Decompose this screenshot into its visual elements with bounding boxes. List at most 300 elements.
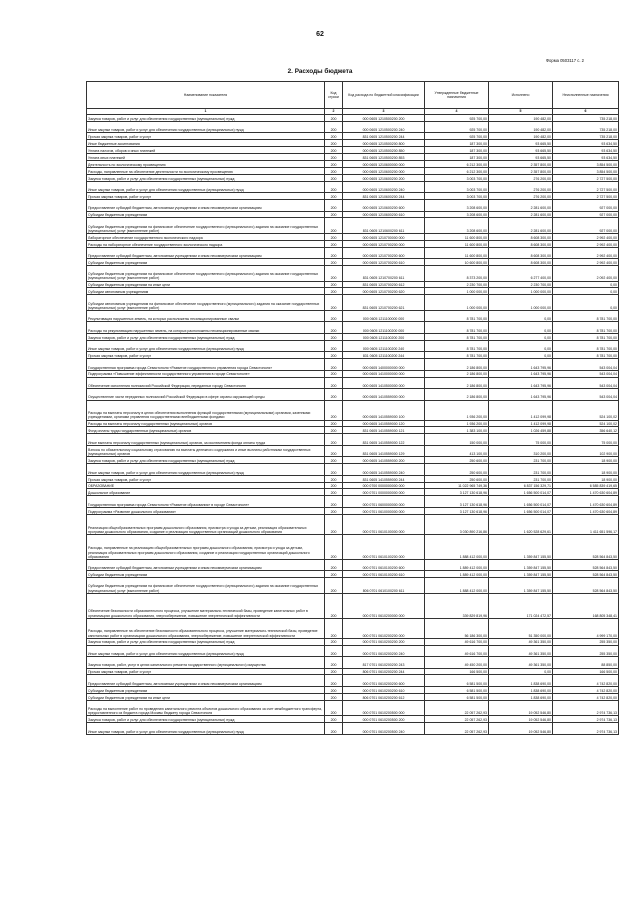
row-executed: 1 656 500 014,07	[489, 489, 553, 496]
row-approved: 8 781 700,00	[425, 340, 489, 352]
row-budget-code: 000 0701 0610100200 600	[343, 559, 425, 571]
row-unexecuted: 2 992 400,00	[553, 240, 619, 247]
row-code: 200	[325, 121, 343, 133]
row-executed: 1 643 795,96	[489, 370, 553, 377]
row-unexecuted: 0,00	[553, 288, 619, 295]
row-budget-code: 000 0701 0610200200 610	[343, 686, 425, 693]
row-approved: 3 127 130 618,96	[425, 496, 489, 508]
table-row	[87, 686, 619, 693]
table-row	[87, 645, 619, 657]
row-name: Предоставление субсидий бюджетным, автономным учреждениям и иным некоммерческим организациям	[87, 559, 325, 571]
row-unexecuted: 8 781 700,00	[553, 310, 619, 322]
row-name: Закупка товаров, работ и услуг для обеспечения государственных (муниципальных) нужд	[87, 716, 325, 723]
row-unexecuted: 4 742 820,00	[553, 693, 619, 700]
table-row	[87, 377, 619, 389]
row-name: Прочая закупка товаров, работ и услуг	[87, 133, 325, 140]
row-unexecuted: 543 004,04	[553, 359, 619, 371]
row-unexecuted: 18 900,00	[553, 464, 619, 476]
row-executed: 8 608 300,00	[489, 240, 553, 247]
form-code: Форма 0503117 с. 2	[545, 58, 584, 63]
row-name: Закупка товаров, работ и услуг для обеспечения государственных (муниципальных) нужд	[87, 333, 325, 340]
row-code: 200	[325, 618, 343, 638]
row-unexecuted: 1 411 651 596,17	[553, 514, 619, 534]
row-approved: 925 700,00	[425, 121, 489, 133]
row-name: Субсидии бюджетным учреждениям на финансовое обеспечение государственного (муниципального) задания на оказание государственных (муниципальных) услуг (выполнение работ)	[87, 218, 325, 234]
row-code: 200	[325, 571, 343, 578]
row-approved: 8 781 700,00	[425, 352, 489, 359]
row-budget-code: 831 0605 1410559000 122	[343, 434, 425, 446]
row-approved: 10 600 800,00	[425, 259, 489, 266]
column-number: 3	[343, 109, 425, 115]
row-approved: 3 208 600,00	[425, 218, 489, 234]
row-code: 200	[325, 445, 343, 457]
row-unexecuted: 543 004,04	[553, 370, 619, 377]
row-executed: 1 359 847 155,50	[489, 559, 553, 571]
row-approved: 11 600 800,00	[425, 240, 489, 247]
row-code: 200	[325, 427, 343, 434]
row-executed: 8 608 300,00	[489, 259, 553, 266]
table-row	[87, 310, 619, 322]
row-code: 200	[325, 668, 343, 675]
row-code: 200	[325, 686, 343, 693]
row-code: 200	[325, 464, 343, 476]
row-executed: 6 837 156 329,71	[489, 482, 553, 489]
row-unexecuted: 735 218,00	[553, 121, 619, 133]
row-code: 200	[325, 578, 343, 594]
row-name: Предоставление субсидий бюджетным, автономным учреждениям и иным некоммерческим организациям	[87, 200, 325, 212]
row-name: Деятельность по экологическому просвещению	[87, 160, 325, 167]
row-code: 200	[325, 675, 343, 687]
row-approved: 166 500,00	[425, 668, 489, 675]
row-unexecuted: 528 564 843,50	[553, 571, 619, 578]
table-row	[87, 593, 619, 618]
row-name: Закупка товаров, работ и услуг для обеспечения государственных (муниципальных) нужд	[87, 457, 325, 464]
row-approved: 3 003 700,00	[425, 181, 489, 193]
row-unexecuted: 2 992 400,00	[553, 233, 619, 240]
table-row	[87, 389, 619, 401]
row-code: 200	[325, 370, 343, 377]
row-budget-code: 000 0701 0610200200 200	[343, 638, 425, 645]
table-row	[87, 657, 619, 669]
table-row	[87, 370, 619, 377]
row-unexecuted: 93 634,50	[553, 147, 619, 154]
row-executed: 2 281 600,00	[489, 218, 553, 234]
row-approved: 11 600 800,00	[425, 233, 489, 240]
row-executed: 276 200,00	[489, 174, 553, 181]
row-executed: 1 359 847 155,50	[489, 578, 553, 594]
table-row	[87, 193, 619, 200]
row-name: Государственная программа города Севастополя «Развитие образования» в городе Севастополе»	[87, 496, 325, 508]
row-unexecuted: 1 470 630 604,89	[553, 496, 619, 508]
row-executed: 1 359 847 155,50	[489, 571, 553, 578]
row-unexecuted: 3 854 500,00	[553, 160, 619, 167]
row-executed: 93 665,50	[489, 147, 553, 154]
row-approved: 1 889 412 000,00	[425, 571, 489, 578]
table-row	[87, 115, 619, 122]
row-unexecuted: 528 564 843,50	[553, 559, 619, 571]
row-approved: 3 208 600,00	[425, 200, 489, 212]
row-code: 200	[325, 377, 343, 389]
row-unexecuted: 8 781 700,00	[553, 322, 619, 334]
table-row	[87, 167, 619, 174]
row-unexecuted: 1 470 630 604,89	[553, 489, 619, 496]
row-budget-code: 817 0701 0610200200 243	[343, 657, 425, 669]
row-name: Субсидии бюджетным учреждениям	[87, 686, 325, 693]
row-unexecuted: 8 781 700,00	[553, 340, 619, 352]
row-unexecuted: 4 999 170,00	[553, 618, 619, 638]
row-approved: 187 300,00	[425, 140, 489, 147]
row-code: 200	[325, 559, 343, 571]
row-unexecuted: 18 900,00	[553, 457, 619, 464]
table-row	[87, 693, 619, 700]
row-name: Обеспечение безопасности образовательного процесса, улучшение материально-технической базы, проведение капитальных работ в организациях дошкольного образования, энергосбережение, повышение энергетической эффективности	[87, 593, 325, 618]
row-name: Субсидии бюджетным учреждениям	[87, 211, 325, 218]
column-number: 2	[325, 109, 343, 115]
row-budget-code: 806 0701 0610200200 612	[343, 693, 425, 700]
table-row	[87, 618, 619, 638]
row-executed: 190 482,00	[489, 115, 553, 122]
row-approved: 2 186 800,00	[425, 389, 489, 401]
table-row	[87, 240, 619, 247]
row-unexecuted: 3 854 500,00	[553, 167, 619, 174]
table-row	[87, 464, 619, 476]
row-approved: 1 936 200,00	[425, 400, 489, 420]
row-unexecuted: 528 564 843,50	[553, 578, 619, 594]
row-executed: 2 357 800,00	[489, 160, 553, 167]
table-row	[87, 571, 619, 578]
table-row	[87, 259, 619, 266]
row-unexecuted: 735 218,00	[553, 133, 619, 140]
row-executed: 0,00	[489, 352, 553, 359]
row-budget-code: 000 0605 1410559000 100	[343, 400, 425, 420]
row-code: 200	[325, 174, 343, 181]
row-budget-code: 000 0605 1210500200 800	[343, 140, 425, 147]
table-row	[87, 668, 619, 675]
row-unexecuted: 4 742 820,00	[553, 686, 619, 693]
row-unexecuted: 2 974 736,13	[553, 716, 619, 723]
row-code: 200	[325, 359, 343, 371]
row-unexecuted: 528 564 843,50	[553, 534, 619, 559]
row-code: 200	[325, 638, 343, 645]
row-budget-code: 000 0701 0610200500 240	[343, 723, 425, 735]
header-approved: Утвержденные бюджетные назначения	[425, 82, 489, 109]
row-code: 200	[325, 160, 343, 167]
row-name: Государственная программа города Севастополя «Развитие государственного управления города Севастополя»	[87, 359, 325, 371]
row-name: Расходы на выплаты персоналу государственных (муниципальных) органов	[87, 420, 325, 427]
row-name: Иные закупки товаров, работ и услуг для обеспечения государственных (муниципальных) нужд	[87, 181, 325, 193]
row-code: 200	[325, 400, 343, 420]
row-unexecuted: 927 000,00	[553, 211, 619, 218]
row-code: 200	[325, 140, 343, 147]
row-approved: 8 781 700,00	[425, 310, 489, 322]
row-unexecuted: 102 900,00	[553, 445, 619, 457]
row-code: 200	[325, 333, 343, 340]
row-executed: 49 361 350,00	[489, 657, 553, 669]
row-code: 200	[325, 115, 343, 122]
row-executed: 1 000 000,00	[489, 295, 553, 311]
row-name: Реализация общеобразовательных программ дошкольного образования, присмотра и ухода за детьми, реализация образовательных программ дошкольного образования, создание и реализация государственных организаций дошкольного образования	[87, 514, 325, 534]
column-number: 6	[553, 109, 619, 115]
row-budget-code: 000 0701 0610100000 000	[343, 514, 425, 534]
row-executed: 0,00	[489, 310, 553, 322]
row-approved: 250 600,00	[425, 457, 489, 464]
row-code: 200	[325, 723, 343, 735]
column-number: 5	[489, 109, 553, 115]
row-executed: 6 277 400,00	[489, 266, 553, 282]
row-budget-code: 000 0701 0610000000 000	[343, 507, 425, 514]
row-approved: 49 616 700,00	[425, 645, 489, 657]
row-name: Субсидии автономным учреждениям на финансовое обеспечение государственного (муниципального) задания на оказание государственных (муниципальных) услуг (выполнение работ)	[87, 295, 325, 311]
row-approved: 925 700,00	[425, 133, 489, 140]
row-unexecuted: 0,00	[553, 281, 619, 288]
row-budget-code: 831 0605 1210500200 853	[343, 154, 425, 161]
row-executed: 276 200,00	[489, 193, 553, 200]
row-budget-code: 831 0605 1210700200 612	[343, 281, 425, 288]
row-approved: 2 186 800,00	[425, 359, 489, 371]
table-row	[87, 181, 619, 193]
row-code: 200	[325, 489, 343, 496]
row-name: Субсидии бюджетным учреждениям на иные цели	[87, 281, 325, 288]
row-approved: 3 208 600,00	[425, 211, 489, 218]
row-budget-code: 000 0605 1210700200 610	[343, 259, 425, 266]
row-approved: 2 186 800,00	[425, 377, 489, 389]
table-row	[87, 340, 619, 352]
row-approved: 49 450 200,00	[425, 657, 489, 669]
row-executed: 1 026 459,88	[489, 427, 553, 434]
row-code: 200	[325, 200, 343, 212]
row-name: Осуществление части переданных полномочий Российской Федерации в сфере охраны окружающей среды	[87, 389, 325, 401]
table-row	[87, 559, 619, 571]
row-approved: 1 888 412 000,00	[425, 578, 489, 594]
row-approved: 6 581 500,00	[425, 686, 489, 693]
row-name: Предоставление субсидий бюджетным, автономным учреждениям и иным некоммерческим организациям	[87, 247, 325, 259]
table-row	[87, 507, 619, 514]
row-name: Взносы по обязательному социальному страхованию на выплаты денежного содержания и иные выплаты работникам государственных (муниципальных) органов	[87, 445, 325, 457]
row-budget-code: 000 0701 0610200200 240	[343, 645, 425, 657]
row-executed: 276 200,00	[489, 181, 553, 193]
row-name: Расходы на лабораторное обеспечение государственного экологического надзора	[87, 240, 325, 247]
row-executed: 1 838 690,00	[489, 686, 553, 693]
row-name: Закупка товаров, работ и услуг для обеспечения государственных (муниципальных) нужд	[87, 638, 325, 645]
row-budget-code: 000 0701 0000000000 000	[343, 489, 425, 496]
row-code: 200	[325, 193, 343, 200]
row-executed: 93 665,50	[489, 154, 553, 161]
row-budget-code: 831 0605 1210700200 621	[343, 295, 425, 311]
row-name: Иные бюджетные ассигнования	[87, 140, 325, 147]
column-number: 1	[87, 109, 325, 115]
row-code: 200	[325, 434, 343, 446]
table-row	[87, 218, 619, 234]
row-approved: 1 936 200,00	[425, 420, 489, 427]
row-code: 200	[325, 716, 343, 723]
table-row	[87, 233, 619, 240]
row-name: Субсидии бюджетным учреждениям на финансовое обеспечение государственного (муниципального) задания на оказание государственных (муниципальных) услуг (выполнение работ)	[87, 578, 325, 594]
row-name: Расходы на выполнение работ по проведению капитального ремонта объектов дошкольного образования за счет межбюджетного трансферта, предоставленного из бюджета города Москвы бюджету города Севастополя	[87, 700, 325, 716]
row-unexecuted: 2 727 500,00	[553, 193, 619, 200]
row-unexecuted: 8 781 700,00	[553, 352, 619, 359]
row-unexecuted: 524 100,02	[553, 420, 619, 427]
row-code: 200	[325, 457, 343, 464]
table-row	[87, 140, 619, 147]
row-budget-code: 000 0605 1410559000 240	[343, 464, 425, 476]
row-code: 200	[325, 645, 343, 657]
header-indicator-name: Наименование показателя	[87, 82, 325, 109]
row-name: Расходы на рекультивацию нарушенных земель, на которых расположены несанкционированные свалки	[87, 322, 325, 334]
row-name: Уплата иных платежей	[87, 154, 325, 161]
row-code: 200	[325, 295, 343, 311]
row-code: 200	[325, 420, 343, 427]
row-code: 200	[325, 281, 343, 288]
row-budget-code: 000 0701 0610100200 610	[343, 571, 425, 578]
row-executed: 0,00	[489, 340, 553, 352]
row-name: Рекультивация нарушенных земель, на которых расположены несанкционированные свалки	[87, 310, 325, 322]
row-unexecuted: 735 218,00	[553, 115, 619, 122]
row-budget-code: 831 0605 1210600200 611	[343, 218, 425, 234]
row-unexecuted: 168 805 348,41	[553, 593, 619, 618]
column-number: 4	[425, 109, 489, 115]
row-code: 200	[325, 240, 343, 247]
row-code: 200	[325, 700, 343, 716]
row-approved: 250 600,00	[425, 475, 489, 482]
row-unexecuted: 8 781 700,00	[553, 333, 619, 340]
row-budget-code: 000 0605 1210500200 200	[343, 115, 425, 122]
table-row	[87, 489, 619, 496]
table-row	[87, 333, 619, 340]
row-name: Уплата налогов, сборов и иных платежей	[87, 147, 325, 154]
row-code: 200	[325, 259, 343, 266]
row-budget-code: 000 0605 1210600200 610	[343, 211, 425, 218]
row-code: 200	[325, 211, 343, 218]
row-code: 200	[325, 693, 343, 700]
row-code: 200	[325, 482, 343, 489]
row-budget-code: 000 0605 1410500000 000	[343, 377, 425, 389]
row-code: 200	[325, 167, 343, 174]
row-code: 200	[325, 233, 343, 240]
row-approved: 2 186 800,00	[425, 370, 489, 377]
row-code: 200	[325, 181, 343, 193]
row-unexecuted: 75 000,00	[553, 434, 619, 446]
row-executed: 2 357 800,00	[489, 167, 553, 174]
row-budget-code: 000 0605 1210700200 620	[343, 288, 425, 295]
row-executed: 231 700,00	[489, 475, 553, 482]
row-code: 200	[325, 514, 343, 534]
row-budget-code: 831 0605 1211100200 244	[343, 352, 425, 359]
row-code: 200	[325, 266, 343, 282]
row-approved: 1 889 412 000,00	[425, 559, 489, 571]
table-row	[87, 434, 619, 446]
row-name: Прочая закупка товаров, работ и услуг	[87, 193, 325, 200]
row-executed: 190 482,00	[489, 133, 553, 140]
row-approved: 187 300,00	[425, 154, 489, 161]
row-name: Иные закупки товаров, работ и услуг для обеспечения государственных (муниципальных) нужд	[87, 121, 325, 133]
row-name: Подпрограмма «Повышение эффективности государственного управления в городе Севастополе»	[87, 370, 325, 377]
row-name: Субсидии автономным учреждениям	[87, 288, 325, 295]
row-name: Обеспечение исполнения полномочий Российской Федерации, переданных городу Севастополю	[87, 377, 325, 389]
row-code: 200	[325, 534, 343, 559]
row-executed: 49 361 350,00	[489, 638, 553, 645]
row-executed: 171 024 472,57	[489, 593, 553, 618]
row-unexecuted: 93 634,50	[553, 140, 619, 147]
row-code: 200	[325, 133, 343, 140]
row-budget-code: 831 0605 1210700200 611	[343, 266, 425, 282]
row-executed: 1 359 847 155,50	[489, 534, 553, 559]
row-name: Иные закупки товаров, работ и услуг для обеспечения государственных (муниципальных) нужд	[87, 645, 325, 657]
row-code: 200	[325, 340, 343, 352]
row-unexecuted: 524 100,02	[553, 400, 619, 420]
row-code: 200	[325, 389, 343, 401]
row-budget-code: 806 0701 0610200200 244	[343, 668, 425, 675]
row-name: Дошкольное образование	[87, 489, 325, 496]
row-approved: 6 212 300,00	[425, 167, 489, 174]
row-executed: 1 643 795,96	[489, 377, 553, 389]
row-name: ОБРАЗОВАНИЕ	[87, 482, 325, 489]
row-budget-code: 000 0701 0610200500 000	[343, 700, 425, 716]
row-code: 200	[325, 657, 343, 669]
table-row	[87, 295, 619, 311]
row-executed: 19 052 546,80	[489, 716, 553, 723]
row-name: Субсидии бюджетным учреждениям на иные цели	[87, 693, 325, 700]
row-approved: 8 781 700,00	[425, 333, 489, 340]
row-budget-code: 000 0605 1210500200 240	[343, 121, 425, 133]
table-row	[87, 211, 619, 218]
row-executed: 51 350 000,00	[489, 618, 553, 638]
row-name: Прочая закупка товаров, работ и услуг	[87, 475, 325, 482]
table-row	[87, 352, 619, 359]
row-executed: 93 665,50	[489, 140, 553, 147]
row-budget-code: 000 0605 1210500200 850	[343, 147, 425, 154]
row-budget-code: 000 0605 1211100000 000	[343, 310, 425, 322]
row-approved: 3 003 700,00	[425, 193, 489, 200]
row-budget-code: 000 0701 0610200200 000	[343, 618, 425, 638]
row-approved: 22 057 262,93	[425, 723, 489, 735]
row-executed: 1 620 528 629,61	[489, 514, 553, 534]
row-approved: 6 581 500,00	[425, 675, 489, 687]
table-row	[87, 638, 619, 645]
row-budget-code: 000 0701 0600000000 000	[343, 496, 425, 508]
row-budget-code: 000 0605 1210600200 240	[343, 181, 425, 193]
row-approved: 2 230 700,00	[425, 281, 489, 288]
row-budget-code: 000 0605 1410000000 000	[343, 370, 425, 377]
row-unexecuted: 0,00	[553, 295, 619, 311]
row-budget-code: 000 0701 0610200200 600	[343, 675, 425, 687]
row-approved: 1 888 412 000,00	[425, 534, 489, 559]
table-row	[87, 121, 619, 133]
row-executed: 310 200,00	[489, 445, 553, 457]
row-budget-code: 000 0605 1211100200 000	[343, 322, 425, 334]
row-unexecuted: 2 974 736,13	[553, 700, 619, 716]
header-line-code: Код строки	[325, 82, 343, 109]
row-unexecuted: 93 634,50	[553, 154, 619, 161]
row-approved: 3 003 700,00	[425, 174, 489, 181]
row-code: 200	[325, 147, 343, 154]
table-row	[87, 723, 619, 735]
row-approved: 22 057 262,93	[425, 700, 489, 716]
row-approved: 339 829 819,96	[425, 593, 489, 618]
row-name: Закупка товаров, работ и услуг для обеспечения государственных (муниципальных) нужд	[87, 115, 325, 122]
row-executed: 2 230 700,00	[489, 281, 553, 288]
row-budget-code: 000 0701 0610200000 000	[343, 593, 425, 618]
row-code: 200	[325, 247, 343, 259]
table-row	[87, 482, 619, 489]
table-row	[87, 174, 619, 181]
table-row	[87, 154, 619, 161]
header-row	[87, 82, 619, 109]
row-executed: 231 700,00	[489, 457, 553, 464]
row-executed: 2 281 600,00	[489, 211, 553, 218]
row-executed: 190 482,00	[489, 121, 553, 133]
row-unexecuted: 18 900,00	[553, 475, 619, 482]
row-executed: 8 608 300,00	[489, 233, 553, 240]
